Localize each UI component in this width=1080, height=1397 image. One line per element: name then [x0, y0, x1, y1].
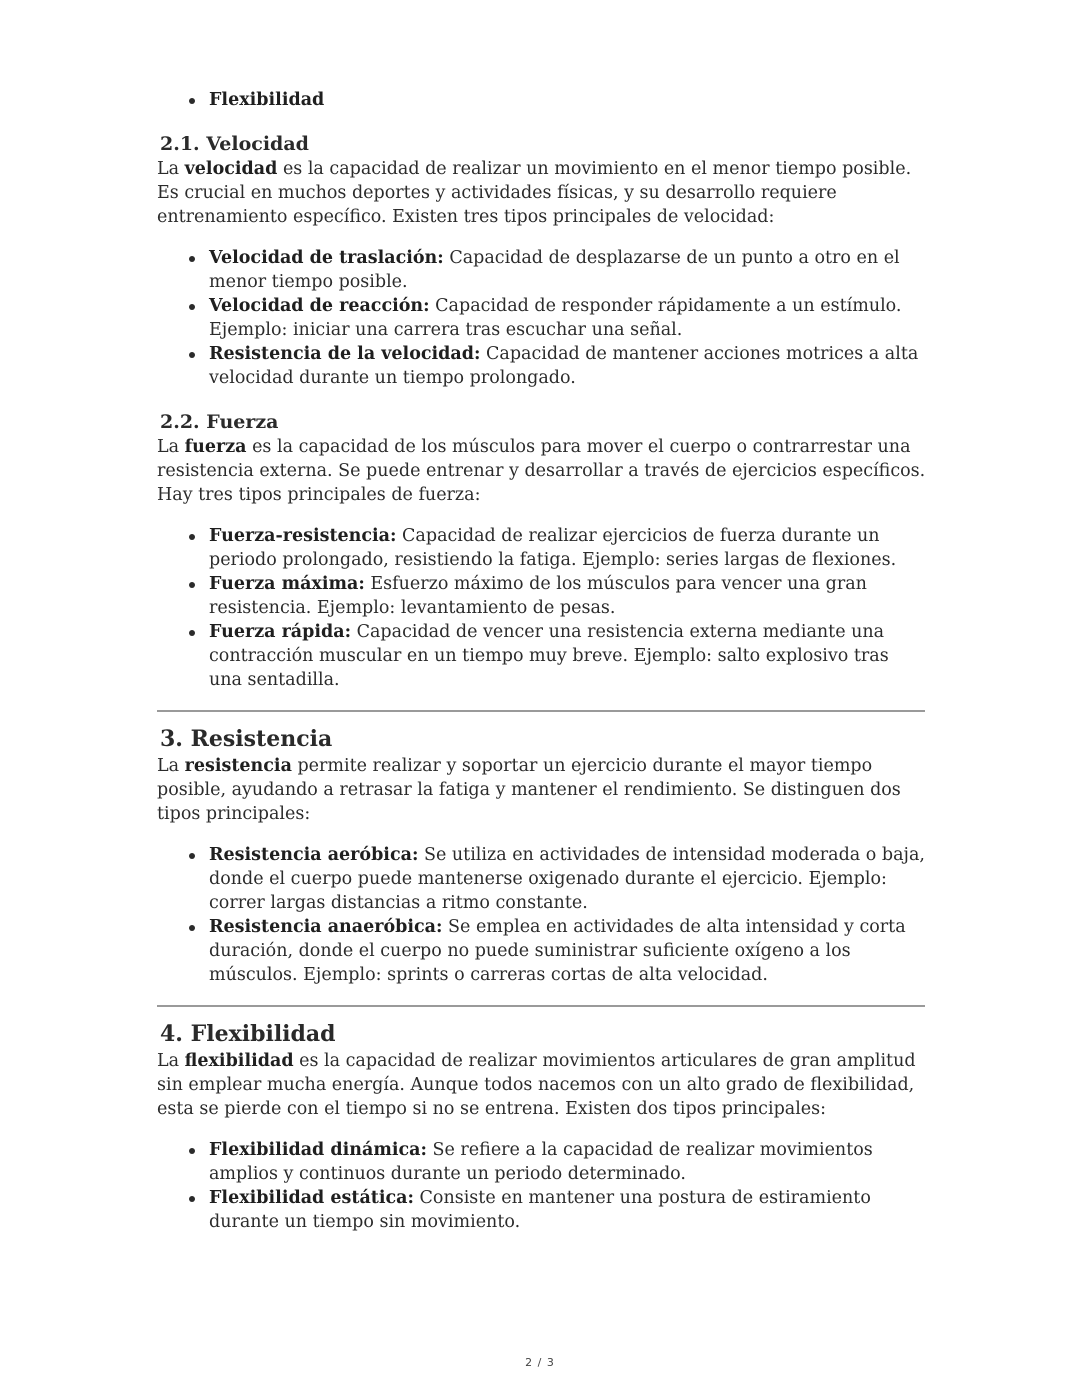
- section-intro: La fuerza es la capacidad de los músculos para mover el cuerpo o contrarrestar una resistencia externa. Se puede entrenar y desarrollar a través de ejercicios específicos. Hay tres tipos principales de fuerza:: [157, 437, 926, 505]
- flexibilidad-list: [157, 1138, 927, 1234]
- section-heading: 4. Flexibilidad: [160, 1021, 336, 1047]
- list-item: Resistencia aeróbica: Se utiliza en actividades de intensidad moderada o baja, donde el cuerpo puede mantenerse oxigenado durante el ejercicio. Ejemplo: correr largas distancias a ritmo constante.: [209, 843, 927, 915]
- list-item: Flexibilidad dinámica: Se refiere a la capacidad de realizar movimientos amplios y continuos durante un periodo determinado.: [209, 1138, 927, 1186]
- list-item: Resistencia de la velocidad: Capacidad de mantener acciones motrices a alta velocidad durante un tiempo prolongado.: [209, 342, 927, 390]
- list-item: Fuerza máxima: Esfuerzo máximo de los músculos para vencer una gran resistencia. Ejemplo: levantamiento de pesas.: [209, 572, 927, 620]
- section-resistencia: [157, 724, 927, 987]
- section-fuerza: [157, 409, 927, 692]
- list-item: Fuerza rápida: Capacidad de vencer una resistencia externa mediante una contracción muscular en un tiempo muy breve. Ejemplo: salto explosivo tras una sentadilla.: [209, 620, 927, 692]
- resistencia-list: [157, 843, 927, 987]
- document-page: [157, 88, 927, 1234]
- velocidad-list: [157, 246, 927, 390]
- list-item: Velocidad de reacción: Capacidad de responder rápidamente a un estímulo. Ejemplo: iniciar una carrera tras escuchar una señal.: [209, 294, 927, 342]
- list-item: Flexibilidad estática: Consiste en mantener una postura de estiramiento durante un tiempo sin movimiento.: [209, 1186, 927, 1234]
- previous-list: [157, 88, 927, 112]
- list-item: Fuerza-resistencia: Capacidad de realizar ejercicios de fuerza durante un periodo prolongado, resistiendo la fatiga. Ejemplo: series largas de flexiones.: [209, 524, 927, 572]
- page-number: 2 / 3: [525, 1356, 555, 1369]
- list-item: Flexibilidad: [209, 88, 927, 112]
- section-divider: [157, 710, 925, 712]
- list-item: Resistencia anaeróbica: Se emplea en actividades de alta intensidad y corta duración, donde el cuerpo no puede suministrar suficiente oxígeno a los músculos. Ejemplo: sprints o carreras cortas de alta velocidad.: [209, 915, 927, 987]
- fuerza-list: [157, 524, 927, 692]
- section-flexibilidad: [157, 1019, 927, 1234]
- section-velocidad: [157, 131, 927, 390]
- section-intro: La velocidad es la capacidad de realizar un movimiento en el menor tiempo posible. Es crucial en muchos deportes y actividades físicas, y su desarrollo requiere entrenamiento específico. Existen tres tipos principales de velocidad:: [157, 159, 912, 227]
- section-intro: La resistencia permite realizar y soportar un ejercicio durante el mayor tiempo posible, ayudando a retrasar la fatiga y mantener el rendimiento. Se distinguen dos tipos principales:: [157, 756, 901, 824]
- section-heading: 2.2. Fuerza: [160, 411, 279, 433]
- list-item: Velocidad de traslación: Capacidad de desplazarse de un punto a otro en el menor tiempo posible.: [209, 246, 927, 294]
- section-intro: La flexibilidad es la capacidad de realizar movimientos articulares de gran amplitud sin emplear mucha energía. Aunque todos nacemos con un alto grado de flexibilidad, esta se pierde con el tiempo si no se entrena. Existen dos tipos principales:: [157, 1051, 916, 1119]
- section-heading: 3. Resistencia: [160, 726, 333, 752]
- section-heading: 2.1. Velocidad: [160, 133, 309, 155]
- section-divider: [157, 1005, 925, 1007]
